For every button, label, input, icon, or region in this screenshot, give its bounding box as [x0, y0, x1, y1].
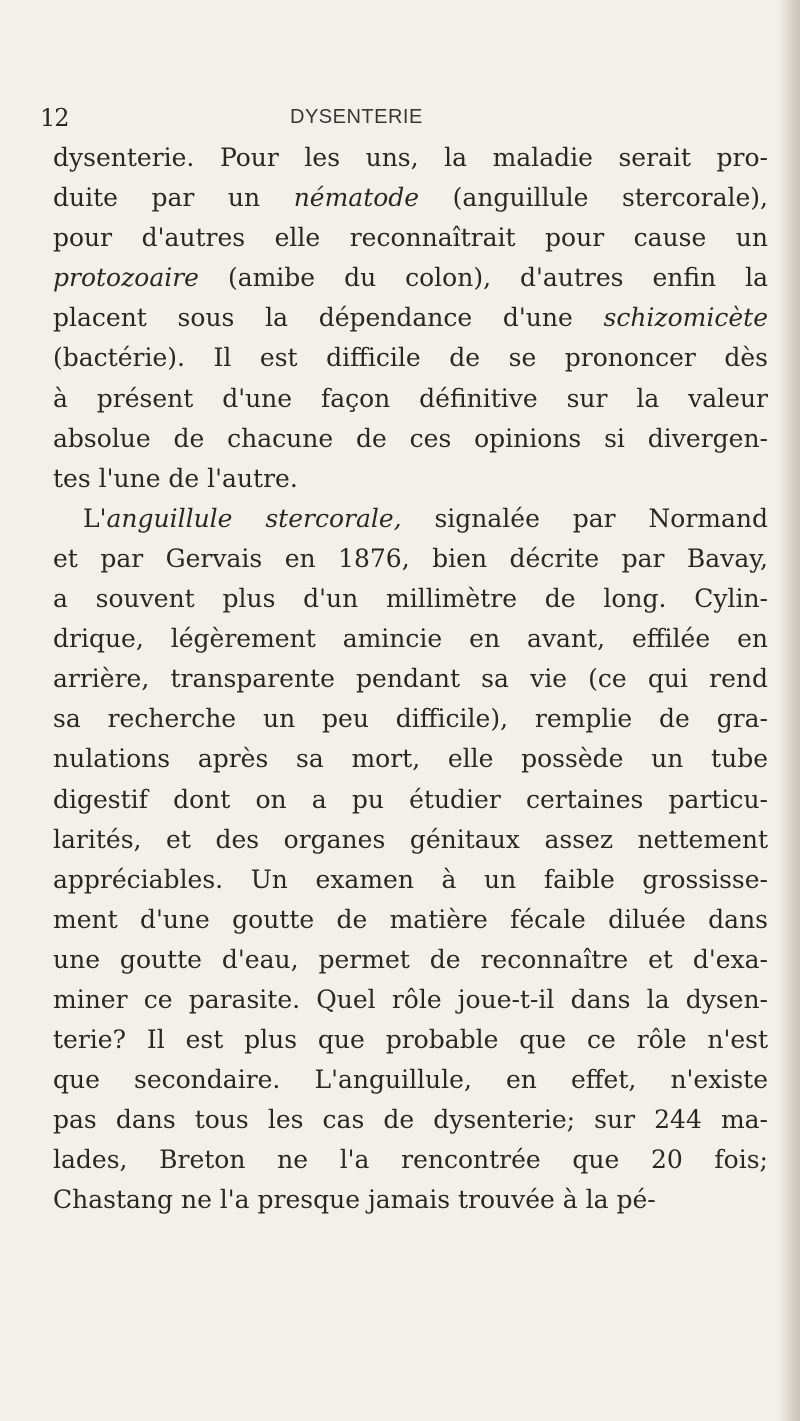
text-run: terie? Il est plus que probable que ce rôle n'est	[53, 1025, 768, 1055]
text-run: duite par un	[53, 183, 294, 213]
text-run: pas dans tous les cas de dysenterie; sur 244 ma-	[53, 1105, 768, 1135]
text-run: pour d'autres elle reconnaîtrait pour cause un	[53, 223, 768, 253]
text-line	[53, 539, 768, 579]
text-run: larités, et des organes génitaux assez nettement	[53, 824, 768, 854]
text-run: arrière, transparente pendant sa vie (ce qui rend	[53, 664, 768, 694]
text-line	[53, 1100, 768, 1140]
text-line	[53, 619, 768, 659]
text-run: a souvent plus d'un millimètre de long. Cylin-	[53, 584, 768, 614]
text-line	[53, 699, 768, 739]
text-line	[53, 1140, 768, 1180]
text-line	[53, 178, 768, 218]
text-line	[53, 218, 768, 258]
text-run: L'	[83, 503, 107, 533]
text-line	[53, 298, 768, 338]
text-run: miner ce parasite. Quel rôle joue-t-il dans la dysen-	[53, 984, 768, 1014]
text-line	[53, 138, 768, 178]
text-line	[53, 379, 768, 419]
text-line	[53, 980, 768, 1020]
text-run: que secondaire. L'anguillule, en effet, n'existe	[53, 1065, 768, 1095]
text-line	[53, 659, 768, 699]
text-run: une goutte d'eau, permet de reconnaître et d'exa-	[53, 944, 768, 974]
body-text	[53, 138, 768, 1221]
text-line	[53, 820, 768, 860]
italic-term: anguillule stercorale,	[106, 503, 402, 533]
text-line	[53, 459, 768, 499]
running-title: DYSENTERIE	[290, 106, 423, 128]
italic-term: nématode	[293, 183, 420, 213]
text-line	[53, 860, 768, 900]
text-run: absolue de chacune de ces opinions si divergen-	[53, 423, 768, 453]
italic-term: schizomicète	[603, 303, 768, 333]
text-line	[53, 1020, 768, 1060]
page-edge	[780, 0, 800, 1421]
text-line	[53, 419, 768, 459]
text-run: dysenterie. Pour les uns, la maladie serait pro-	[53, 143, 768, 172]
text-line	[53, 900, 768, 940]
page-number: 12	[40, 104, 69, 132]
text-line	[53, 1060, 768, 1100]
text-run: appréciables. Un examen à un faible grossisse-	[53, 864, 768, 894]
text-run: drique, légèrement amincie en avant, effilée en	[53, 624, 768, 654]
text-line	[53, 258, 768, 298]
italic-term: protozoaire	[53, 263, 199, 293]
text-run: (amibe du colon), d'autres enfin la	[198, 263, 768, 293]
text-run: lades, Breton ne l'a rencontrée que 20 fois;	[53, 1145, 768, 1175]
text-line	[53, 579, 768, 619]
text-run: (anguillule stercorale),	[419, 183, 768, 213]
text-run: ment d'une goutte de matière fécale diluée dans	[53, 904, 768, 934]
text-run: digestif dont on a pu étudier certaines particu-	[53, 784, 768, 814]
text-run: sa recherche un peu difficile), remplie de gra-	[53, 704, 768, 734]
text-line	[53, 739, 768, 779]
text-line	[53, 780, 768, 820]
text-line	[53, 338, 768, 378]
text-line	[53, 1180, 768, 1220]
text-run: placent sous la dépendance d'une	[53, 303, 604, 333]
text-run: nulations après sa mort, elle possède un tube	[53, 744, 768, 774]
text-run: (bactérie). Il est difficile de se prononcer dès	[53, 343, 768, 373]
text-run: signalée par Normand	[401, 503, 768, 533]
text-run: Chastang ne l'a presque jamais trouvée à la pé-	[53, 1185, 656, 1215]
text-run: à présent d'une façon définitive sur la valeur	[53, 383, 768, 413]
text-line	[53, 940, 768, 980]
text-run: tes l'une de l'autre.	[53, 463, 298, 493]
text-run: et par Gervais en 1876, bien décrite par Bavay,	[53, 543, 768, 573]
text-line	[53, 499, 768, 539]
